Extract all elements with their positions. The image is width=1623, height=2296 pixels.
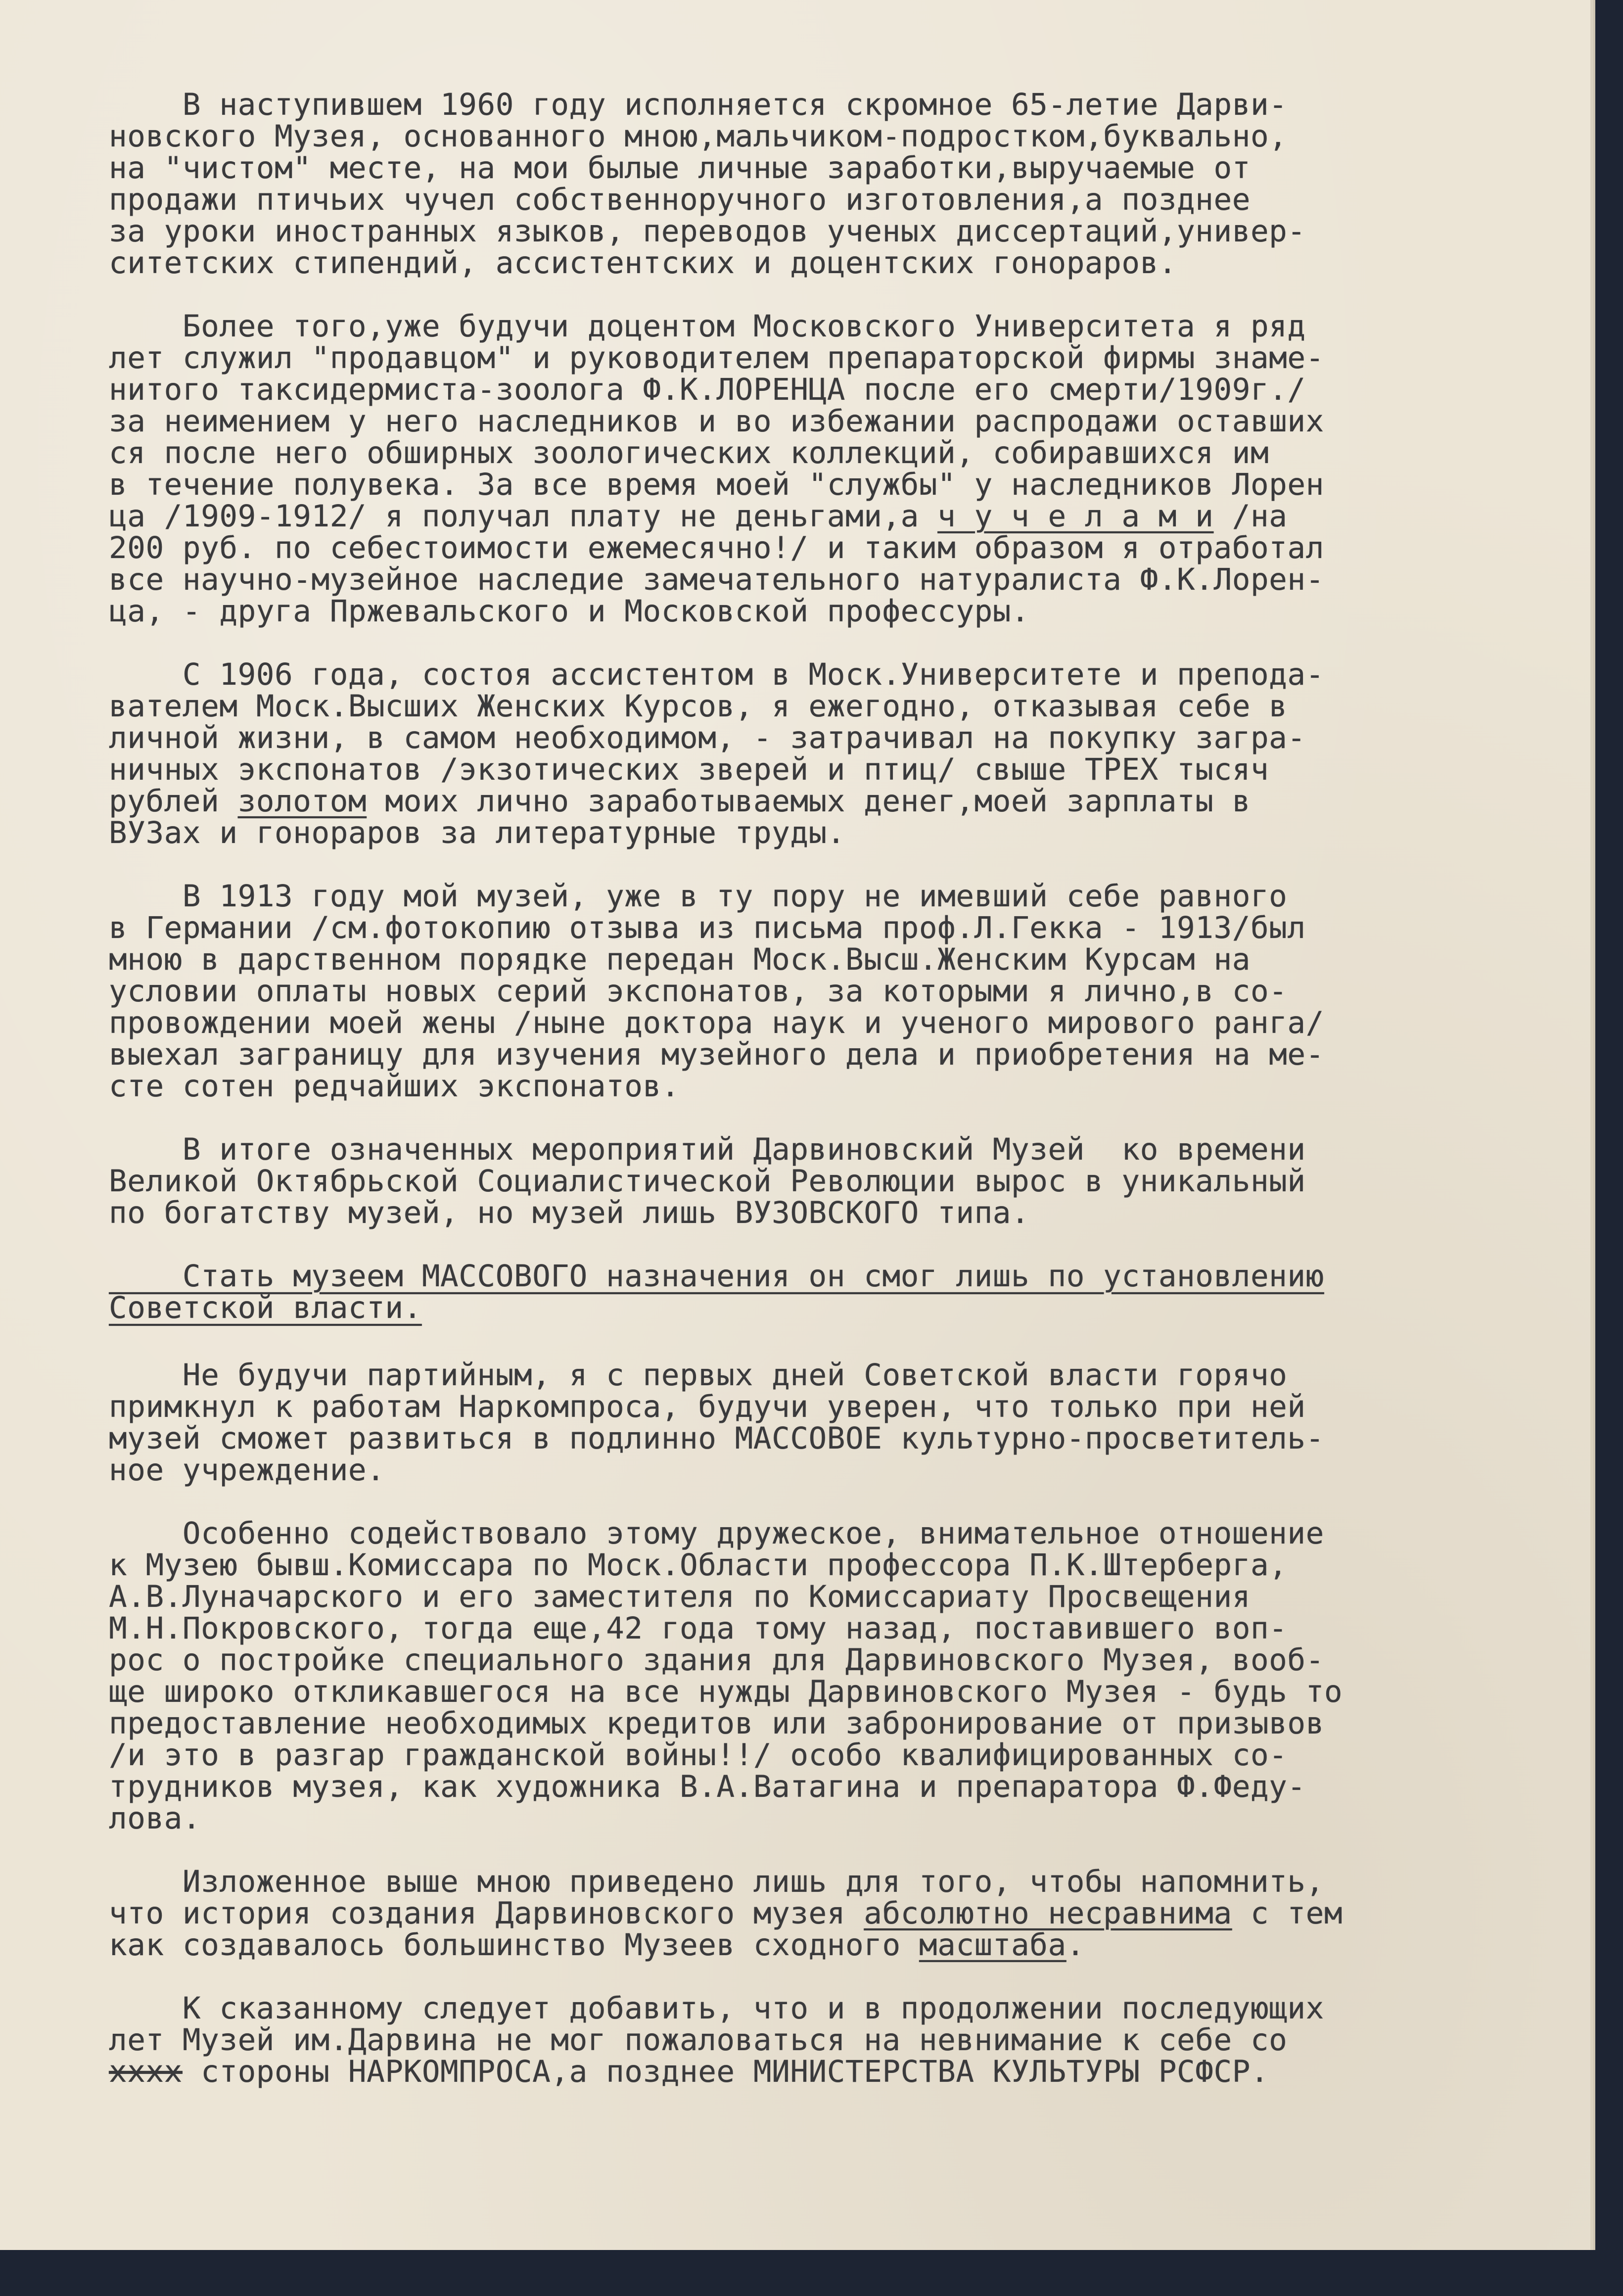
text-line: все научно-музейное наследие замечательного натуралиста Ф.К.Лорен- — [109, 562, 1324, 597]
text-segment: как создавалось большинство Музеев сходного — [109, 1927, 919, 1963]
text-line: рос о постройке специального здания для Дарвиновского Музея, вооб- — [109, 1642, 1324, 1678]
text-line: примкнул к работам Наркомпроса, будучи уверен, что только при ней — [109, 1389, 1306, 1424]
text-line: продажи птичьих чучел собственноручного изготовления,а позднее — [109, 182, 1251, 217]
paragraph-7 — [109, 1518, 1553, 1834]
text-line: за уроки иностранных языков, переводов ученых диссертаций,универ- — [109, 214, 1306, 249]
text-segment: . — [1066, 1927, 1085, 1963]
text-line: к Музею бывш.Комиссара по Моск.Области профессора П.К.Штерберга, — [109, 1547, 1288, 1583]
text-line — [109, 2056, 1553, 2088]
text-line: В наступившем 1960 году исполняется скромное 65-летие Дарви- — [109, 87, 1288, 122]
paragraph-6 — [109, 1359, 1553, 1486]
heading-line: Стать музеем МАССОВОГО назначения он смог лишь по установлению — [109, 1259, 1324, 1294]
text-line: Более того,уже будучи доцентом Московского Университета я ряд — [109, 309, 1306, 344]
text-line: Особенно содействовало этому дружеское, внимательное отношение — [109, 1516, 1324, 1551]
underlined-word: ч у ч е л а м и — [937, 499, 1214, 534]
text-line: лет служил "продавцом" и руководителем препараторской фирмы знаме- — [109, 340, 1324, 375]
text-line: К сказанному следует добавить, что и в продолжении последующих — [109, 1991, 1324, 2026]
text-line: /и это в разгар гражданской войны!!/ особо квалифицированных со- — [109, 1737, 1288, 1773]
paragraph-3 — [109, 659, 1553, 849]
underlined-heading — [109, 1261, 1553, 1328]
text-line: по богатству музей, но музей лишь ВУЗОВСКОГО типа. — [109, 1195, 1030, 1230]
text-line: новского Музея, основанного мною,мальчиком-подростком,буквально, — [109, 119, 1288, 154]
text-line: сте сотен редчайших экспонатов. — [109, 1069, 680, 1104]
text-line: Великой Октябрьской Социалистической Революции вырос в уникальный — [109, 1164, 1306, 1199]
text-line: М.Н.Покровского, тогда еще,42 года тому назад, поставившего воп- — [109, 1611, 1288, 1646]
text-line: музей сможет развиться в подлинно МАССОВОЕ культурно-просветитель- — [109, 1421, 1324, 1456]
text-line: лова. — [109, 1801, 201, 1836]
text-line: В 1913 году мой музей, уже в ту пору не имевший себе равного — [109, 879, 1288, 914]
text-segment: рублей — [109, 784, 238, 819]
text-line: условии оплаты новых серий экспонатов, за которыми я лично,в со- — [109, 974, 1288, 1009]
text-line: на "чистом" месте, на мои былые личные заработки,выручаемые от — [109, 150, 1251, 186]
paragraph-9 — [109, 1993, 1553, 2088]
text-line: ще широко откликавшегося на все нужды Дарвиновского Музея - будь то — [109, 1674, 1343, 1709]
text-segment: что история создания Дарвиновского музея — [109, 1896, 864, 1931]
text-line: ное учреждение. — [109, 1453, 385, 1488]
text-line: выехал заграницу для изучения музейного дела и приобретения на ме- — [109, 1037, 1324, 1072]
text-line: ца, - друга Пржевальского и Московской профессуры. — [109, 594, 1030, 629]
text-line: ВУЗах и гонораров за литературные труды. — [109, 815, 846, 850]
text-segment: ца /1909-1912/ я получал плату не деньгами,а — [109, 499, 938, 534]
text-segment: моих лично заработываемых денег,моей зарплаты в — [367, 784, 1251, 819]
paragraph-2 — [109, 311, 1553, 627]
text-line: предоставление необходимых кредитов или забронирование от призывов — [109, 1706, 1324, 1741]
text-line: провождении моей жены /ныне доктора наук и ученого мирового ранга/ — [109, 1005, 1324, 1040]
text-line: Изложенное выше мною приведено лишь для того, чтобы напомнить, — [109, 1864, 1324, 1899]
document-body — [109, 89, 1553, 2119]
text-line: ситетских стипендий, ассистентских и доцентских гонораров. — [109, 245, 1177, 281]
text-line: в Германии /см.фотокопию отзыва из письма проф.Л.Гекка - 1913/был — [109, 910, 1306, 945]
text-segment: /на — [1213, 499, 1288, 534]
underlined-word: масштаба — [919, 1927, 1067, 1963]
underlined-word: золотом — [237, 784, 367, 819]
paragraph-8 — [109, 1866, 1553, 1961]
text-line: С 1906 года, состоя ассистентом в Моск.Университете и препода- — [109, 657, 1324, 692]
text-line: 200 руб. по себестоимости ежемесячно!/ и таким образом я отработал — [109, 530, 1324, 565]
paragraph-4 — [109, 881, 1553, 1102]
text-segment: стороны НАРКОМПРОСА,а позднее МИНИСТЕРСТВА КУЛЬТУРЫ РСФСР. — [182, 2054, 1269, 2089]
text-line: ничных экспонатов /экзотических зверей и птиц/ свыше ТРЕХ тысяч — [109, 752, 1269, 787]
text-line: в течение полувека. За все время моей "службы" у наследников Лорен — [109, 467, 1324, 502]
struck-out-text: хххх — [109, 2054, 183, 2089]
underlined-phrase: абсолютно несравнима — [864, 1896, 1232, 1931]
text-line: нитого таксидермиста-зоолога Ф.К.ЛОРЕНЦА после его смерти/1909г./ — [109, 372, 1306, 407]
text-segment: с тем — [1232, 1896, 1343, 1931]
paragraph-5 — [109, 1134, 1553, 1229]
text-line — [109, 1898, 1553, 1929]
text-line — [109, 1929, 1553, 1961]
text-line: А.В.Луначарского и его заместителя по Комиссариату Просвещения — [109, 1579, 1251, 1614]
text-line: В итоге означенных мероприятий Дарвиновский Музей ко времени — [109, 1132, 1306, 1167]
text-line — [109, 786, 1553, 817]
text-line: Не будучи партийным, я с первых дней Советской власти горячо — [109, 1358, 1288, 1393]
text-line: вателем Моск.Высших Женских Курсов, я ежегодно, отказывая себе в — [109, 689, 1288, 724]
text-line: ся после него обширных зоологических коллекций, собиравшихся им — [109, 435, 1269, 470]
text-line — [109, 501, 1553, 532]
text-line: трудников музея, как художника В.А.Ватагина и препаратора Ф.Феду- — [109, 1769, 1306, 1804]
text-line: лет Музей им.Дарвина не мог пожаловаться на невнимание к себе со — [109, 2022, 1288, 2058]
text-line: личной жизни, в самом необходимом, - затрачивал на покупку загра- — [109, 720, 1306, 755]
heading-line: Советской власти. — [109, 1290, 422, 1325]
paragraph-1 — [109, 89, 1553, 279]
text-line: мною в дарственном порядке передан Моск.Высш.Женским Курсам на — [109, 942, 1251, 977]
text-line: за неимением у него наследников и во избежании распродажи оставших — [109, 404, 1324, 439]
